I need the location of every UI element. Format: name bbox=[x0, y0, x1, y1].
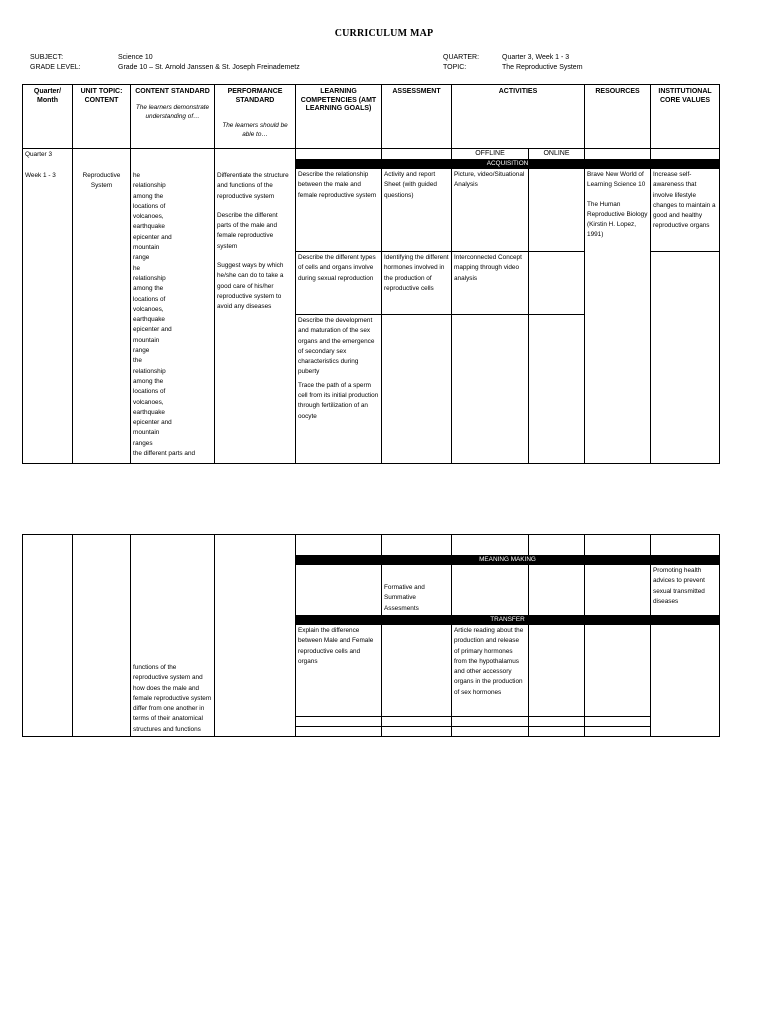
empty-cell bbox=[296, 717, 382, 727]
learning-competency-cell: Explain the difference between Male and Female reproductive cells and organs bbox=[296, 625, 382, 717]
core-values-cell: Promoting health advices to prevent sexual transmitted diseases bbox=[651, 565, 720, 616]
empty-cell bbox=[651, 535, 720, 556]
acquisition-band: ACQUISITION bbox=[296, 160, 720, 169]
header-unit-topic: UNIT TOPIC: CONTENT bbox=[73, 85, 131, 149]
subject-value: Science 10 bbox=[118, 54, 153, 61]
online-activity-cell bbox=[529, 169, 585, 252]
header-content-standard bbox=[131, 85, 215, 149]
header-resources: RESOURCES bbox=[585, 85, 651, 149]
grade-level-value: Grade 10 – St. Arnold Janssen & St. Joseph Freinademetz bbox=[118, 64, 300, 71]
header-assessment: ASSESSMENT bbox=[382, 85, 452, 149]
online-activity-cell bbox=[529, 252, 585, 315]
learning-competency-item: Trace the path of a sperm cell from its initial production through fertilization of an oocyte bbox=[298, 381, 379, 420]
performance-item: Describe the different parts of the male and female reproductive system bbox=[217, 211, 278, 250]
header-learning-competencies: LEARNING COMPETENCIES (AMT LEARNING GOALS) bbox=[296, 85, 382, 149]
core-values-cell bbox=[651, 252, 720, 464]
assessment-cell: Identifying the different hormones involved in the production of reproductive cells bbox=[382, 252, 452, 315]
page-title: CURRICULUM MAP bbox=[334, 28, 434, 39]
topic-label: TOPIC: bbox=[443, 64, 467, 71]
quarter-cell bbox=[23, 149, 73, 464]
empty-cell bbox=[452, 717, 529, 727]
assessment-cell: Activity and report Sheet (with guided questions) bbox=[382, 169, 452, 252]
offline-activity-cell: Picture, video/Situational Analysis bbox=[452, 169, 529, 252]
learning-competency-cell: Describe the different types of cells and organs involve during sexual reproduction bbox=[296, 252, 382, 315]
empty-cell bbox=[296, 535, 382, 556]
empty-cell bbox=[529, 625, 585, 717]
header-performance-standard-sub: The learners should be able to… bbox=[222, 122, 288, 139]
curriculum-map-table-continued bbox=[22, 534, 720, 737]
content-standard-cell: functions of the reproductive system and how does the male and female reproductive system differ from one another in terms of their anatomical structures and functions bbox=[131, 535, 215, 737]
empty-cell bbox=[382, 727, 452, 737]
learning-competency-item: Describe the development and maturation of the sex organs and the emergence of secondary sex characteristics during puberty bbox=[298, 317, 375, 376]
empty-cell bbox=[651, 149, 720, 160]
unit-topic-cell: Reproductive System bbox=[73, 149, 131, 464]
empty-cell bbox=[651, 625, 720, 737]
empty-cell bbox=[296, 565, 382, 616]
performance-item: Differentiate the structure and functions of the reproductive system bbox=[217, 172, 289, 200]
header-quarter-month: Quarter/ Month bbox=[23, 85, 73, 149]
empty-cell bbox=[585, 535, 651, 556]
learning-competency-cell bbox=[296, 315, 382, 464]
empty-cell bbox=[23, 535, 73, 737]
offline-activity-cell bbox=[452, 315, 529, 464]
topic-value: The Reproductive System bbox=[502, 64, 583, 71]
empty-cell bbox=[73, 535, 131, 737]
resource-item: The Human Reproductive Biology (Kirstin H. Lopez, 1991) bbox=[587, 200, 648, 239]
online-header: ONLINE bbox=[529, 149, 585, 160]
resource-item: Brave New World of Learning Science 10 bbox=[587, 171, 646, 189]
empty-cell bbox=[382, 625, 452, 717]
header-core-values: INSTITUTIONAL CORE VALUES bbox=[651, 85, 720, 149]
assessment-cell bbox=[382, 315, 452, 464]
quarter-text: Quarter 3 bbox=[25, 151, 52, 158]
grade-level-label: GRADE LEVEL: bbox=[30, 64, 81, 71]
header-performance-standard-label: PERFORMANCE STANDARD bbox=[227, 88, 283, 104]
core-values-cell: Increase self-awareness that involve lifestyle changes to maintain a good and healthy reproductive organs bbox=[651, 169, 720, 252]
empty-cell bbox=[296, 727, 382, 737]
empty-cell bbox=[382, 535, 452, 556]
offline-header: OFFLINE bbox=[452, 149, 529, 160]
performance-standard-cell bbox=[215, 149, 296, 464]
empty-cell bbox=[382, 717, 452, 727]
header-activities: ACTIVITIES bbox=[452, 85, 585, 149]
header-performance-standard bbox=[215, 85, 296, 149]
empty-cell bbox=[452, 565, 529, 616]
offline-activity-cell: Article reading about the production and release of primary hormones from the hypothalamus and other accessory organs in the production of sex hormones bbox=[452, 625, 529, 717]
subject-label: SUBJECT: bbox=[30, 54, 64, 61]
empty-cell bbox=[529, 565, 585, 616]
empty-cell bbox=[585, 625, 651, 717]
quarter-label: QUARTER: bbox=[443, 54, 480, 61]
meaning-making-band: MEANING MAKING bbox=[296, 556, 720, 565]
empty-cell bbox=[585, 149, 651, 160]
empty-cell bbox=[529, 535, 585, 556]
header-content-standard-sub: The learners demonstrate understanding of… bbox=[135, 103, 210, 120]
transfer-band: TRANSFER bbox=[296, 616, 720, 625]
online-activity-cell bbox=[529, 315, 585, 464]
quarter-value: Quarter 3, Week 1 - 3 bbox=[502, 54, 570, 61]
empty-cell bbox=[585, 565, 651, 616]
assessment-cell: Formative and Summative Assesments bbox=[382, 565, 452, 616]
empty-cell bbox=[296, 149, 382, 160]
empty-cell bbox=[452, 535, 529, 556]
week-text: Week 1 - 3 bbox=[25, 172, 56, 180]
empty-cell bbox=[529, 727, 585, 737]
empty-cell bbox=[382, 149, 452, 160]
empty-cell bbox=[452, 727, 529, 737]
empty-cell bbox=[529, 717, 585, 727]
empty-cell bbox=[585, 727, 651, 737]
performance-standard-cell bbox=[215, 535, 296, 737]
curriculum-map-table bbox=[22, 84, 720, 464]
learning-competency-cell: Describe the relationship between the male and female reproductive system bbox=[296, 169, 382, 252]
header-content-standard-label: CONTENT STANDARD bbox=[135, 88, 210, 95]
performance-item: Suggest ways by which he/she can do to take a good care of his/her reproductive system to avoid any diseases bbox=[217, 262, 284, 311]
content-standard-cell: he relationship among the locations of volcanoes, earthquake epicenter and mountain range he relationship among the locations of volcanoes, earthquake epicenter and mountain range the relationship among the locations of volcanoes, earthquake epicenter and mountain ranges the different parts and bbox=[131, 149, 215, 464]
offline-activity-cell: Interconnected Concept mapping through video analysis bbox=[452, 252, 529, 315]
empty-cell bbox=[585, 717, 651, 727]
resources-cell bbox=[585, 169, 651, 464]
